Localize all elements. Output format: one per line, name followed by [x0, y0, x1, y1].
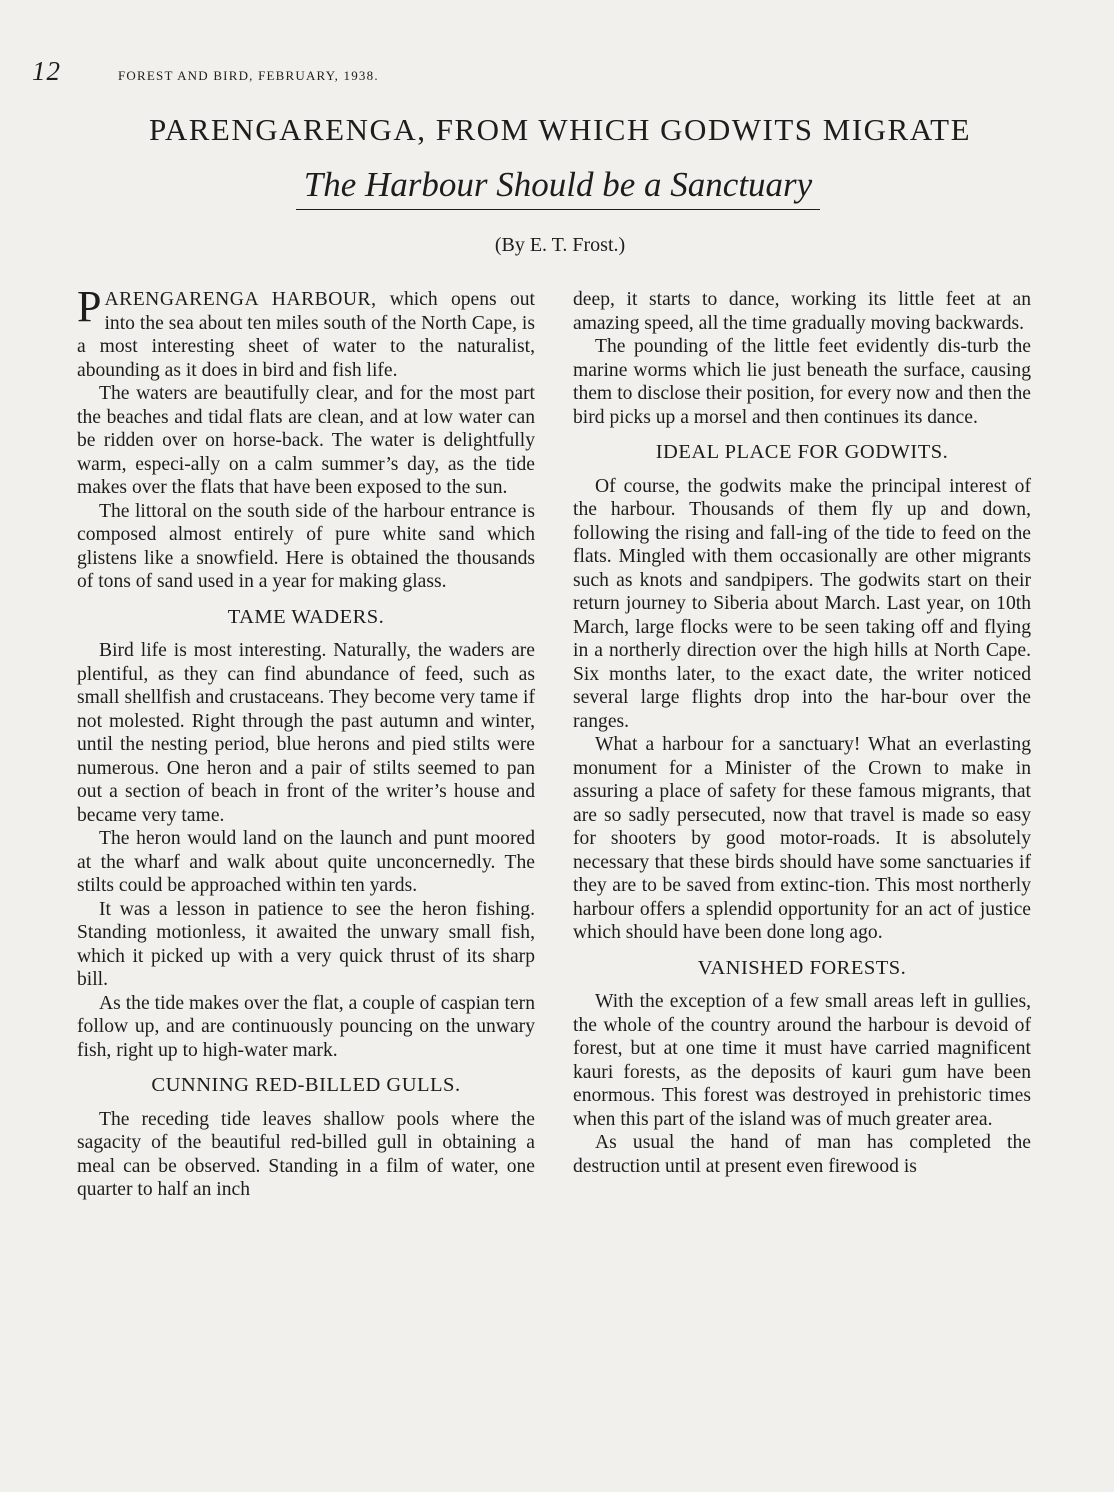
- page-number: 12: [32, 56, 61, 86]
- paragraph: The receding tide leaves shallow pools where the sagacity of the beautiful red-billed gull in obtaining a meal can be observed. Standing in a film of water, one quarter to half an inch: [77, 1108, 535, 1200]
- paragraph: The pounding of the little feet evidently dis-turb the marine worms which lie just beneath the surface, causing them to disclose their position, for every now and then the bird picks up a morsel and then continues its dance.: [573, 336, 1031, 428]
- paragraph: The waters are beautifully clear, and for the most part the beaches and tidal flats are clean, and at low water can be ridden over on horse-back. The water is delightfully warm, especi-ally on a calm summer’s day, as the tide makes over the flats that have been exposed to the sun.: [77, 383, 535, 498]
- paragraph: Bird life is most interesting. Naturally, the waders are plentiful, as they can find abundance of feed, such as small shellfish and crustaceans. They become very tame if not molested. Right through the past autumn and winter, until the nesting period, blue herons and pied stilts were numerous. One heron and a pair of stilts seemed to pan out a section of beach in front of the writer’s house and became very tame.: [77, 640, 535, 826]
- byline: (By E. T. Frost.): [494, 234, 626, 256]
- section-heading: TAME WADERS.: [227, 605, 385, 628]
- running-head: FOREST AND BIRD, FEBRUARY, 1938.: [118, 68, 379, 83]
- paragraph: Of course, the godwits make the principal interest of the harbour. Thousands of them fly up and down, following the rising and fall-ing of the tide to feed on the flats. Mingled with them occasionally are other migrants such as knots and sandpipers. The godwits start on their return journey to Siberia about March. Last year, on 10th March, large flocks were to be seen taking off and flying in a northerly direction over the high hills at North Cape. Six months later, to the exact date, the writer noticed several large flights drop into the har-bour over the ranges.: [573, 475, 1031, 732]
- paragraph-text: which opens out into the sea about ten miles south of the North Cape, is a most interesting sheet of water to the naturalist, abounding as it does in bird and fish life.: [77, 289, 535, 381]
- page-header: [32, 56, 632, 90]
- article-subtitle: The Harbour Should be a Sanctuary: [296, 165, 820, 210]
- section-heading: VANISHED FORESTS.: [697, 956, 907, 979]
- section-heading: CUNNING RED-BILLED GULLS.: [151, 1074, 461, 1096]
- right-column: [573, 288, 1031, 1178]
- section-heading: IDEAL PLACE FOR GODWITS.: [655, 441, 949, 463]
- paragraph: The heron would land on the launch and punt moored at the wharf and walk about quite unconcernedly. The stilts could be approached within ten yards.: [77, 828, 535, 896]
- paragraph: What a harbour for a sanctuary! What an everlasting monument for a Minister of the Crown to make in assuring a place of safety for these famous migrants, that are so sadly persecuted, now that travel is made so easy for shooters by good motor-roads. It is absolutely necessary that these birds should have some sanctuaries if they are to be saved from extinc-tion. This most northerly harbour offers a splendid opportunity for an act of justice which should have been done long ago.: [573, 734, 1031, 943]
- paragraph: As usual the hand of man has completed the destruction until at present even firewood is: [573, 1132, 1031, 1177]
- drop-cap: P: [77, 282, 102, 331]
- paragraph: [77, 282, 535, 382]
- paragraph: With the exception of a few small areas left in gullies, the whole of the country around the harbour is devoid of forest, but at one time it must have carried magnificent kauri forests, as the deposits of kauri gum have been enormous. This forest was destroyed in prehistoric times when this part of the island was of much greater area.: [573, 991, 1031, 1130]
- paragraph: It was a lesson in patience to see the heron fishing. Standing motionless, it awaited the unwary small fish, which it picked up with a very quick thrust of its sharp bill.: [77, 898, 535, 990]
- lead-caps: ARENGARENGA HARBOUR,: [104, 289, 377, 310]
- paragraph: The littoral on the south side of the harbour entrance is composed almost entirely of pure white sand which glistens like a snowfield. Here is obtained the thousands of tons of sand used in a year for making glass.: [77, 500, 535, 592]
- paragraph: deep, it starts to dance, working its little feet at an amazing speed, all the time gradually moving backwards.: [573, 289, 1031, 334]
- article-title: PARENGARENGA, FROM WHICH GODWITS MIGRATE: [148, 112, 972, 147]
- left-column: [77, 282, 535, 1202]
- paragraph: As the tide makes over the flat, a couple of caspian tern follow up, and are continuously pouncing on the unwary fish, right up to high-water mark.: [77, 992, 535, 1061]
